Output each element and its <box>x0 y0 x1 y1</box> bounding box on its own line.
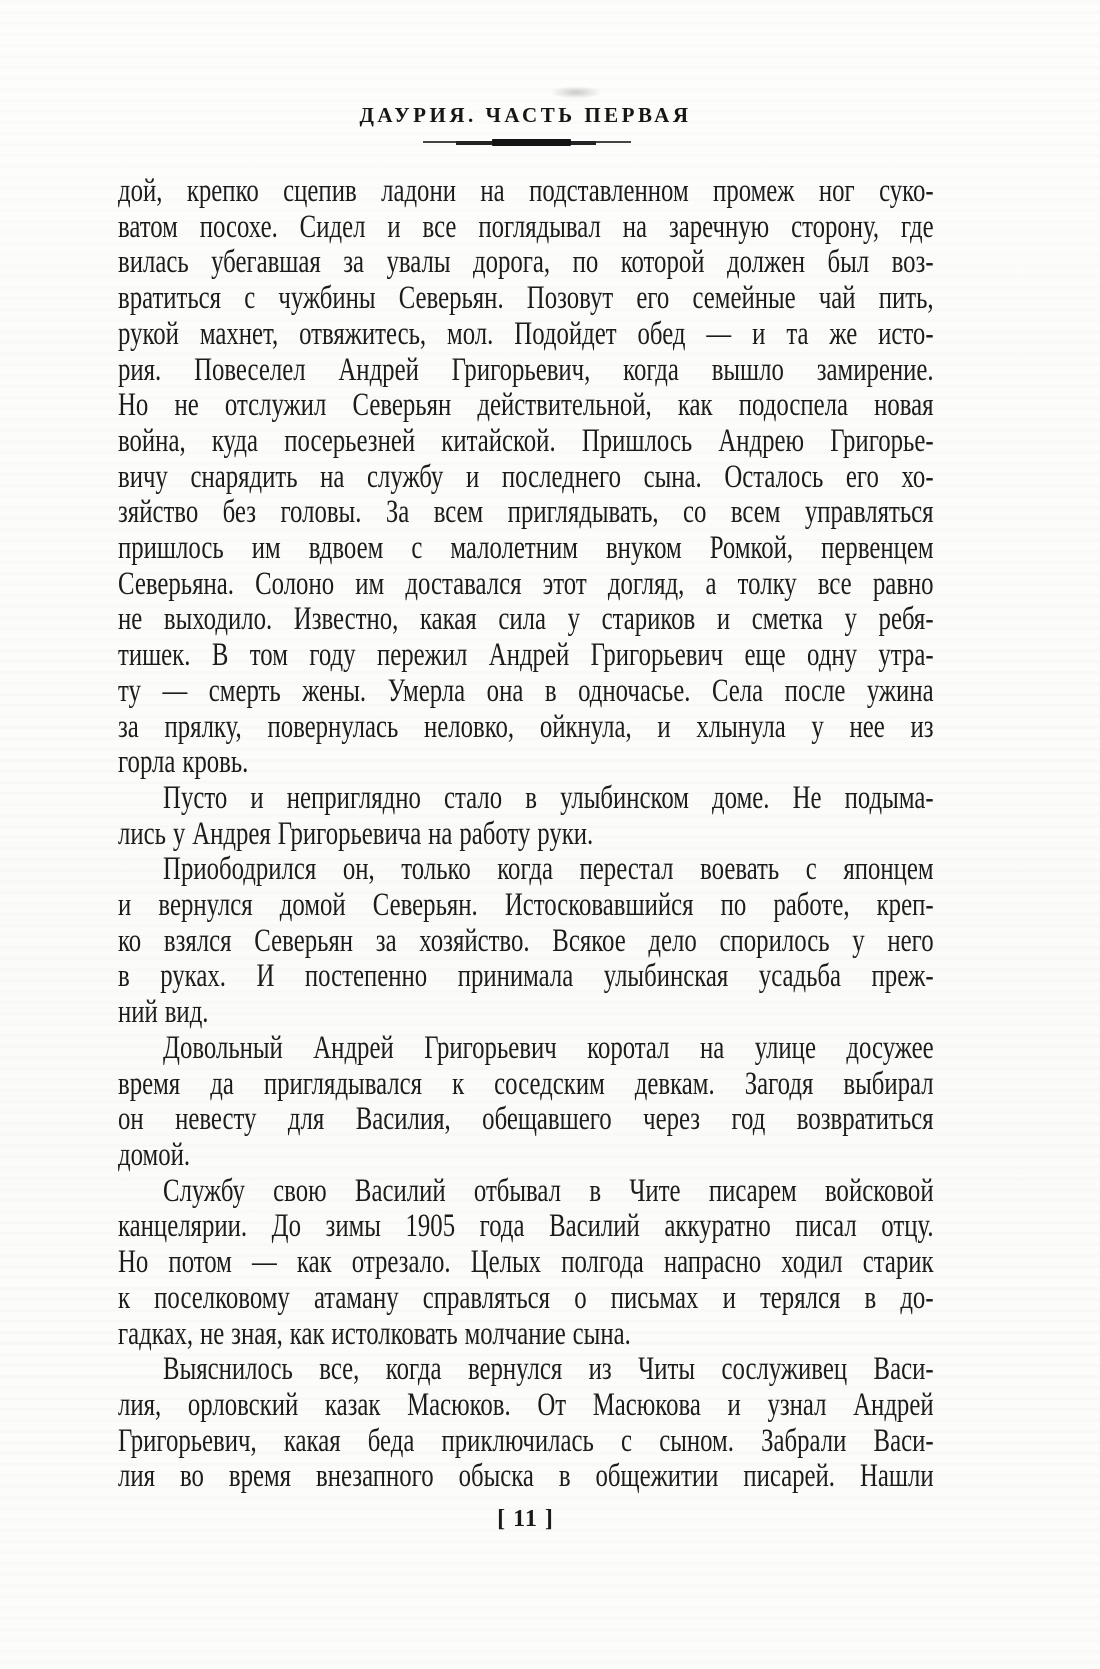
divider-center-bar <box>492 139 571 146</box>
text-line: вичу снарядить на службу и последнего сына. Осталось его хо- <box>118 458 934 495</box>
text-line: рия. Повеселел Андрей Григорьевич, когда вышло замирение. <box>118 351 934 388</box>
text-line: за прялку, повернулась неловко, ойкнула, и хлынула у нее из <box>118 708 934 745</box>
text-line: лия во время внезапного обыска в общежитии писарей. Нашли <box>118 1458 934 1495</box>
text-line: горла кровь. <box>118 744 249 781</box>
text-line: не выходило. Известно, какая сила у стариков и сметка у ребя- <box>118 601 934 638</box>
text-line: ту — смерть жены. Умерла она в одночасье. Села после ужина <box>118 672 934 709</box>
text-line: ватом посохе. Сидел и все поглядывал на заречную сторону, где <box>118 208 934 245</box>
text-block <box>118 174 934 1495</box>
text-line: домой. <box>118 1136 191 1173</box>
text-line: гадках, не зная, как истолковать молчание сына. <box>118 1315 631 1352</box>
text-line: война, куда посерьезней китайской. Пришлось Андрею Григорье- <box>118 422 934 459</box>
text-line: вилась убегавшая за увалы дорога, по которой должен был воз- <box>118 244 934 281</box>
page-number: [ 11 ] <box>497 1506 554 1532</box>
text-line: лия, орловский казак Масюков. От Масюкова и узнал Андрей <box>118 1386 934 1423</box>
divider-ornament <box>423 138 631 147</box>
text-line: Службу свою Василий отбывал в Чите писарем войсковой <box>163 1172 934 1209</box>
text-line: вратиться с чужбины Северьян. Позовут его семейные чай пить, <box>118 280 934 317</box>
text-line: Довольный Андрей Григорьевич коротал на улице досужее <box>163 1029 934 1066</box>
text-line: зяйство без головы. За всем приглядывать, со всем управляться <box>118 494 934 531</box>
text-line: лись у Андрея Григорьевича на работу руки. <box>118 815 594 852</box>
text-line: дой, крепко сцепив ладони на подставленном промеж ног суко- <box>118 173 934 209</box>
text-line: Северьяна. Солоно им доставался этот догляд, а толку все равно <box>118 565 934 602</box>
text-line: к поселковому атаману справляться о письмах и терялся в до- <box>118 1279 934 1316</box>
text-line: Григорьевич, какая беда приключилась с сыном. Забрали Васи- <box>118 1422 934 1459</box>
text-line: и вернулся домой Северьян. Истосковавшийся по работе, креп- <box>118 887 934 924</box>
text-line: рукой махнет, отвяжитесь, мол. Подойдет обед — и та же исто- <box>118 315 934 352</box>
text-line: Приободрился он, только когда перестал воевать с японцем <box>163 851 934 888</box>
text-line: пришлось им вдвоем с малолетним внуком Ромкой, первенцем <box>118 530 934 567</box>
scan-artifact <box>550 86 602 99</box>
text-line: в руках. И постепенно принимала улыбинская усадьба преж- <box>118 958 934 995</box>
text-line: он невесту для Василия, обещавшего через год возвратиться <box>118 1101 934 1138</box>
text-line: Пусто и неприглядно стало в улыбинском доме. Не подыма- <box>163 779 934 816</box>
text-line: Выяснилось все, когда вернулся из Читы сослуживец Васи- <box>163 1351 934 1388</box>
text-line: тишек. В том году пережил Андрей Григорьевич еще одну утра- <box>118 637 934 674</box>
text-line: ко взялся Северьян за хозяйство. Всякое дело спорилось у него <box>118 922 934 959</box>
running-header: ДАУРИЯ. ЧАСТЬ ПЕРВАЯ <box>359 103 692 127</box>
text-line: время да приглядывался к соседским девкам. Загодя выбирал <box>118 1065 934 1102</box>
text-line: канцелярии. До зимы 1905 года Василий аккуратно писал отцу. <box>118 1208 934 1245</box>
text-line: ний вид. <box>118 994 209 1031</box>
text-line: Но потом — как отрезало. Целых полгода напрасно ходил старик <box>118 1244 934 1281</box>
text-line: Но не отслужил Северьян действительной, как подоспела новая <box>118 387 934 424</box>
